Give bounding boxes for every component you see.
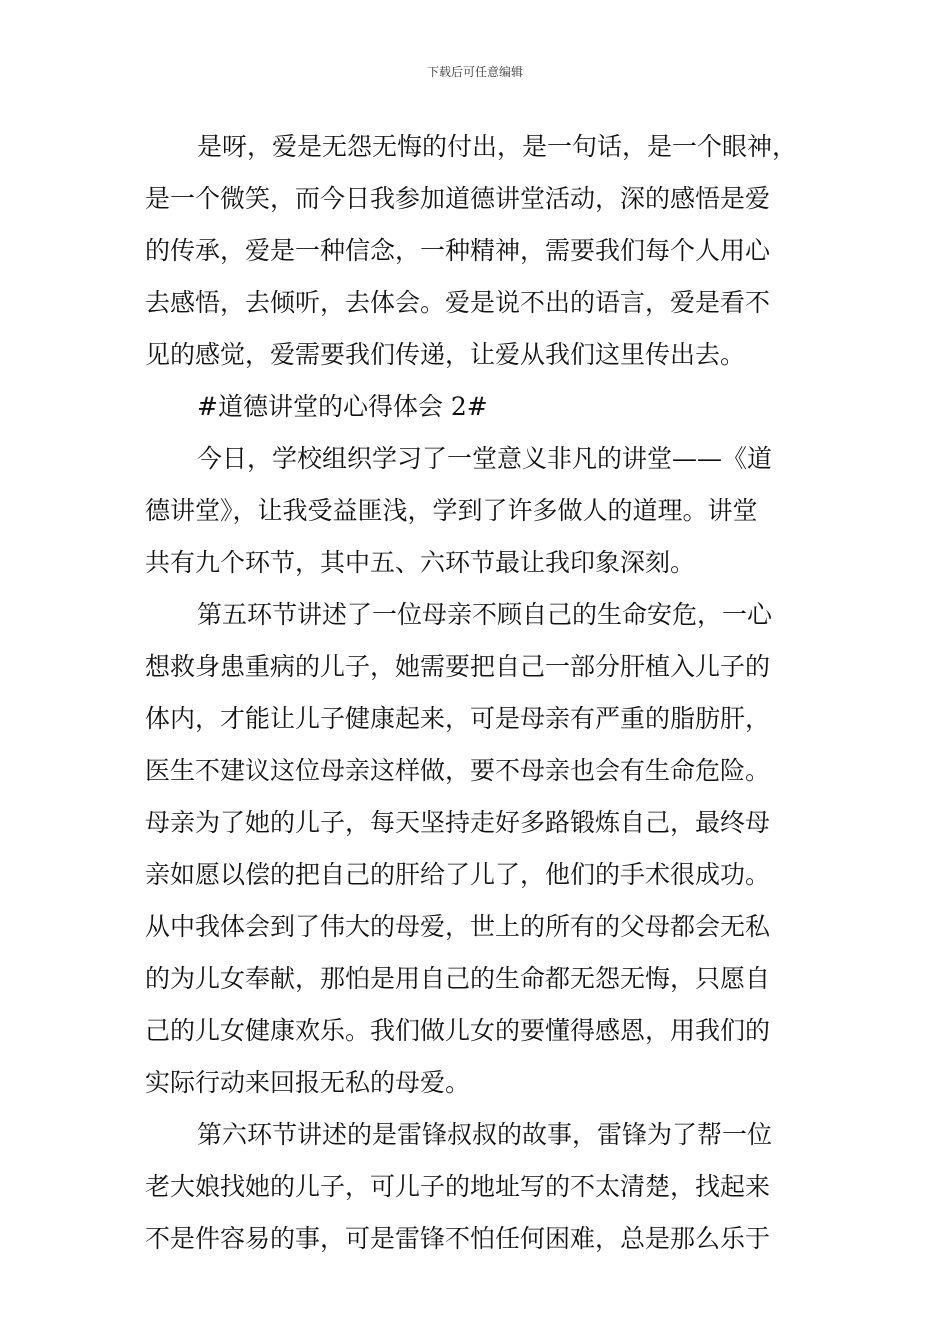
text-line: 的为儿女奉献，那怕是用自己的生命都无怨无悔，只愿自 bbox=[145, 964, 771, 993]
text-line: 德讲堂》，让我受益匪浅，学到了许多做人的道理。讲堂 bbox=[145, 496, 758, 525]
document-body bbox=[145, 121, 815, 1265]
page-header: 下载后可任意编辑 bbox=[426, 65, 523, 79]
text-line: 医生不建议这位母亲这样做，要不母亲也会有生命危险。 bbox=[145, 756, 771, 785]
text-line: 从中我体会到了伟大的母爱，世上的所有的父母都会无私 bbox=[145, 912, 771, 941]
text-line: 去感悟，去倾听，去体会。爱是说不出的语言，爱是看不 bbox=[145, 288, 771, 317]
text-line: 己的儿女健康欢乐。我们做儿女的要懂得感恩，用我们的 bbox=[145, 1016, 771, 1045]
text-line: 是一个微笑，而今日我参加道德讲堂活动，深的感悟是爱 bbox=[145, 184, 771, 213]
text-line: 共有九个环节，其中五、六环节最让我印象深刻。 bbox=[145, 548, 696, 577]
text-line: 是呀，爱是无怨无悔的付出，是一句话，是一个眼神， bbox=[197, 132, 798, 161]
text-line: 亲如愿以偿的把自己的肝给了儿了，他们的手术很成功。 bbox=[145, 860, 771, 889]
text-line: 今日，学校组织学习了一堂意义非凡的讲堂——《道 bbox=[197, 444, 773, 473]
text-line: 老大娘找她的儿子，可儿子的地址写的不太清楚，找起来 bbox=[145, 1172, 771, 1201]
text-line: 实际行动来回报无私的母爱。 bbox=[145, 1068, 471, 1097]
text-line: 第六环节讲述的是雷锋叔叔的故事，雷锋为了帮一位 bbox=[197, 1120, 773, 1149]
section-heading: #道德讲堂的心得体会 2# bbox=[197, 392, 488, 421]
text-line: 想救身患重病的儿子，她需要把自己一部分肝植入儿子的 bbox=[145, 652, 771, 681]
text-line: 见的感觉，爱需要我们传递，让爱从我们这里传出去。 bbox=[145, 340, 746, 369]
text-line: 的传承，爱是一种信念，一种精神，需要我们每个人用心 bbox=[145, 236, 771, 265]
text-line: 第五环节讲述了一位母亲不顾自己的生命安危，一心 bbox=[197, 600, 773, 629]
text-line: 不是件容易的事，可是雷锋不怕任何困难，总是那么乐于 bbox=[145, 1224, 771, 1253]
text-line: 母亲为了她的儿子，每天坚持走好多路锻炼自己，最终母 bbox=[145, 808, 771, 837]
text-line: 体内，才能让儿子健康起来，可是母亲有严重的脂肪肝， bbox=[145, 704, 771, 733]
